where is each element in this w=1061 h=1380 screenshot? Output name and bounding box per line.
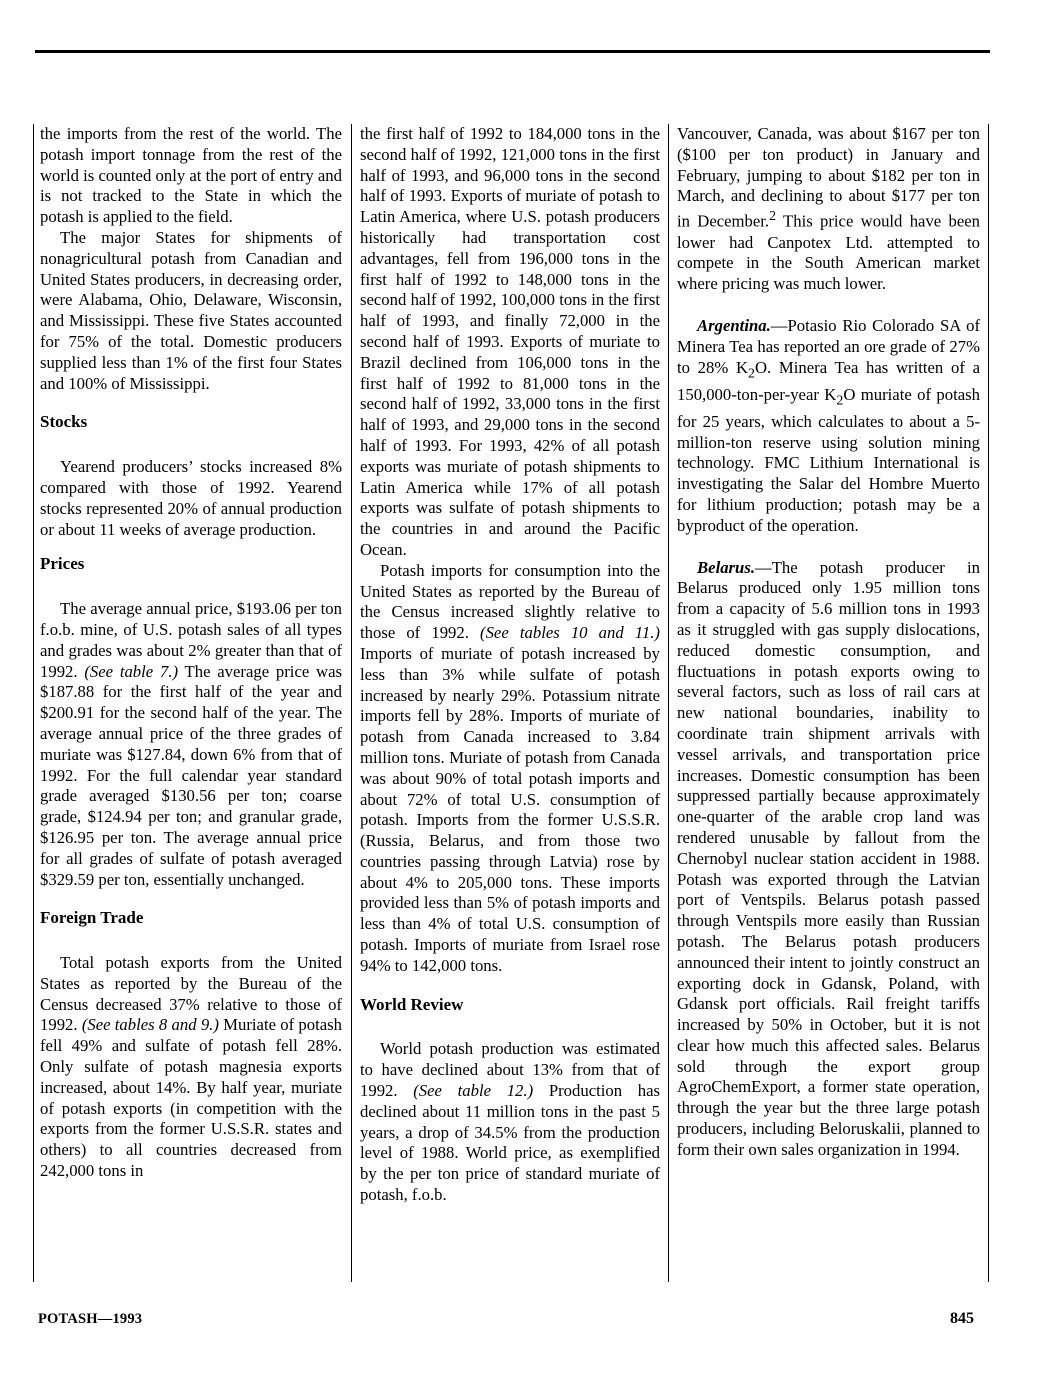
spacer — [677, 537, 980, 558]
imports-text-2: Imports of muriate of potash increased by less than 3% while sulfate of potash increased by nearly 29%. Potassium nitrate imports fell by 28%. Imports of muriate of potash from Canada increased to 3.84 million tons. Muriate of potash from Canada was about 90% of total potash imports and about 72% of total U.S. consumption of potash. Imports from the former U.S.S.R. (Russia, Belarus, and from those two countries passing through Latvia) rose by about 4% to 205,000 tons. These imports provided less than 5% of potash imports and less than 4% of total U.S. consumption of potash. Imports of muriate from Israel rose 94% to 142,000 tons. — [360, 643, 660, 975]
imports-text-1: Potash imports for consumption into the United States as reported by the Bureau of the Census increased slightly relative to those of 1992. — [360, 560, 660, 643]
world-text-2: Production has declined about 11 million tons in the past 5 years, a drop of 34.5% from the production level of 1988. World price, as exemplified by the per ton price of standard muriate of potash, f.o.b. — [360, 1081, 661, 1205]
paragraph-foreign-trade — [40, 953, 342, 1182]
foreign-trade-text-1: Total potash exports from the United States as reported by the Bureau of the Census decreased 37% relative to those of 1992. — [40, 953, 342, 1035]
column-rule-1-2 — [351, 124, 352, 1282]
column-rule-left — [33, 124, 34, 1282]
argentina-text-1: —Potasio Rio Colorado SA of Minera Tea has reported an ore grade of 27% to 28% K — [677, 315, 980, 377]
country-label-argentina: Argentina. — [697, 315, 771, 335]
top-rule — [35, 50, 990, 53]
foreign-trade-text-2: Muriate of potash fell 49% and sulfate of potash fell 28%. Only sulfate of potash magnesia exports increased, about 14%. By half year, muriate of potash exports (in competition with the exports from the former U.S.S.R. states and others) to all countries decreased from 242,000 tons in — [40, 1015, 342, 1181]
heading-prices: Prices — [40, 554, 85, 574]
argentina-text-2: O. Minera Tea has written of a 150,000-ton-per-year K — [677, 357, 980, 404]
heading-world-review: World Review — [360, 994, 464, 1014]
prices-text-2: The average price was $187.88 for the first half of the year and $200.91 for the second half of the year. The average annual price of the three grades of muriate was $127.84, down 6% from that of 1992. For the full calendar year standard grade averaged $130.56 per ton; coarse grade, $124.94 per ton; and granular grade, $126.95 per ton. The average annual price for all grades of sulfate of potash averaged $329.59 per ton, essentially unchanged. — [40, 661, 342, 889]
column-rule-2-3 — [668, 124, 669, 1282]
paragraph-major-states: The major States for shipments of nonagricultural potash from Canadian and United States producers, in decreasing order, were Alabama, Ohio, Delaware, Wisconsin, and Mississippi. These five States accounted for 75% of the total. Domestic producers supplied less than 1% of the first four States and 100% of Mississippi. — [40, 227, 342, 393]
table-ref-8-9: (See tables 8 and 9.) — [81, 1015, 219, 1035]
country-label-belarus: Belarus. — [697, 557, 755, 577]
vancouver-text-1: Vancouver, Canada, was about $167 per ton ($100 per ton product) in January and February, jumping to about $182 per ton in March, and declining to about $177 per ton in December. — [677, 124, 980, 231]
heading-stocks: Stocks — [40, 412, 88, 432]
running-footer: POTASH—1993 — [38, 1311, 143, 1327]
table-ref-12: (See table 12.) — [413, 1081, 534, 1101]
paragraph-exports-continued: the first half of 1992 to 184,000 tons in the second half of 1992, 121,000 tons in the first half of 1993, and 96,000 tons in the second half of 1993. Exports of muriate of potash to Latin America, where U.S. potash producers historically had transportation cost advantages, fell from 196,000 tons in the first half of 1992 to 148,000 tons in the second half of 1992, 100,000 tons in the first half of 1993, and finally 72,000 in the second half of 1993. Exports of muriate to Brazil declined from 106,000 tons in the first half of 1992 to 81,000 tons in the second half of 1992, 33,000 tons in the first half of 1993, and 29,000 tons in the second half of 1993. For 1993, 42% of all potash exports was muriate of potash shipments to Latin America while 17% of all potash exports was sulfate of potash shipments to the countries in and around the Pacific Ocean. — [360, 124, 660, 559]
paragraph-vancouver-price — [677, 124, 980, 295]
paragraph-imports-consumption — [360, 561, 660, 977]
belarus-text: —The potash producer in Belarus produced only 1.95 million tons from a capacity of 5.6 million tons in 1993 as it struggled with gas supply dislocations, reduced domestic consumption, and fluctuations in potash exports owing to several factors, such as loss of rail cars at new national boundaries, inability to coordinate train shipment arrivals with vessel arrivals, and transportation price increases. Domestic consumption has been suppressed partially because approximately one-quarter of the arable crop land was rendered unusable by fallout from the Chernobyl nuclear station accident in 1988. Potash was exported through the Latvian port of Ventspils. Belarus potash passed through Ventspils more easily than Russian potash. The Belarus potash producers announced their intent to jointly construct an exporting dock in Gdansk, Poland, with Gdansk port officials. Rail freight tariffs increased by 50% in October, but it is not clear how much this affected sales. Belarus sold through the export group AgroChemExport, a former state operation, through the year but the three large potash producers, including Beloruskalii, planned to form their own sales organization in 1994. — [677, 557, 980, 1159]
table-ref-7: (See table 7.) — [84, 661, 179, 681]
paragraph-argentina — [677, 316, 980, 537]
paragraph-world-review — [360, 1039, 660, 1205]
paragraph-imports-rest-of-world: the imports from the rest of the world. The potash import tonnage from the rest of the world is counted only at the port of entry and is not tracked to the State in which the potash is applied to the field. — [40, 124, 342, 227]
argentina-text-3: O muriate of potash for 25 years, which calculates to about a 5-million-ton reserve using solution mining technology. FMC Lithium International is investigating the Salar del Hombre Muerto for lithium production; potash may be a byproduct of the operation. — [677, 384, 980, 535]
subscript-2: 2 — [836, 392, 844, 408]
column-1 — [40, 124, 342, 1182]
column-3 — [677, 124, 980, 1161]
heading-foreign-trade: Foreign Trade — [40, 908, 144, 928]
table-ref-10-11: (See tables 10 and 11.) — [480, 623, 660, 643]
column-2 — [360, 124, 660, 1206]
paragraph-prices — [40, 599, 342, 890]
paragraph-belarus — [677, 558, 980, 1161]
world-text-1: World potash production was estimated to have declined about 13% from that of 1992. — [360, 1039, 660, 1101]
footnote-ref-2: 2 — [769, 209, 777, 225]
spacer — [677, 295, 980, 316]
page-number: 845 — [950, 1310, 974, 1327]
subscript-2: 2 — [748, 365, 755, 381]
prices-text-1: The average annual price, $193.06 per ton f.o.b. mine, of U.S. potash sales of all types and grades was about 2% greater than that of 1992. — [40, 599, 342, 681]
column-rule-right — [988, 124, 989, 1282]
vancouver-text-2: This price would have been lower had Canpotex Ltd. attempted to compete in the South American market where pricing was much lower. — [677, 211, 980, 294]
paragraph-stocks: Yearend producers’ stocks increased 8% compared with those of 1992. Yearend stocks represented 20% of annual production or about 11 weeks of average production. — [40, 457, 342, 539]
